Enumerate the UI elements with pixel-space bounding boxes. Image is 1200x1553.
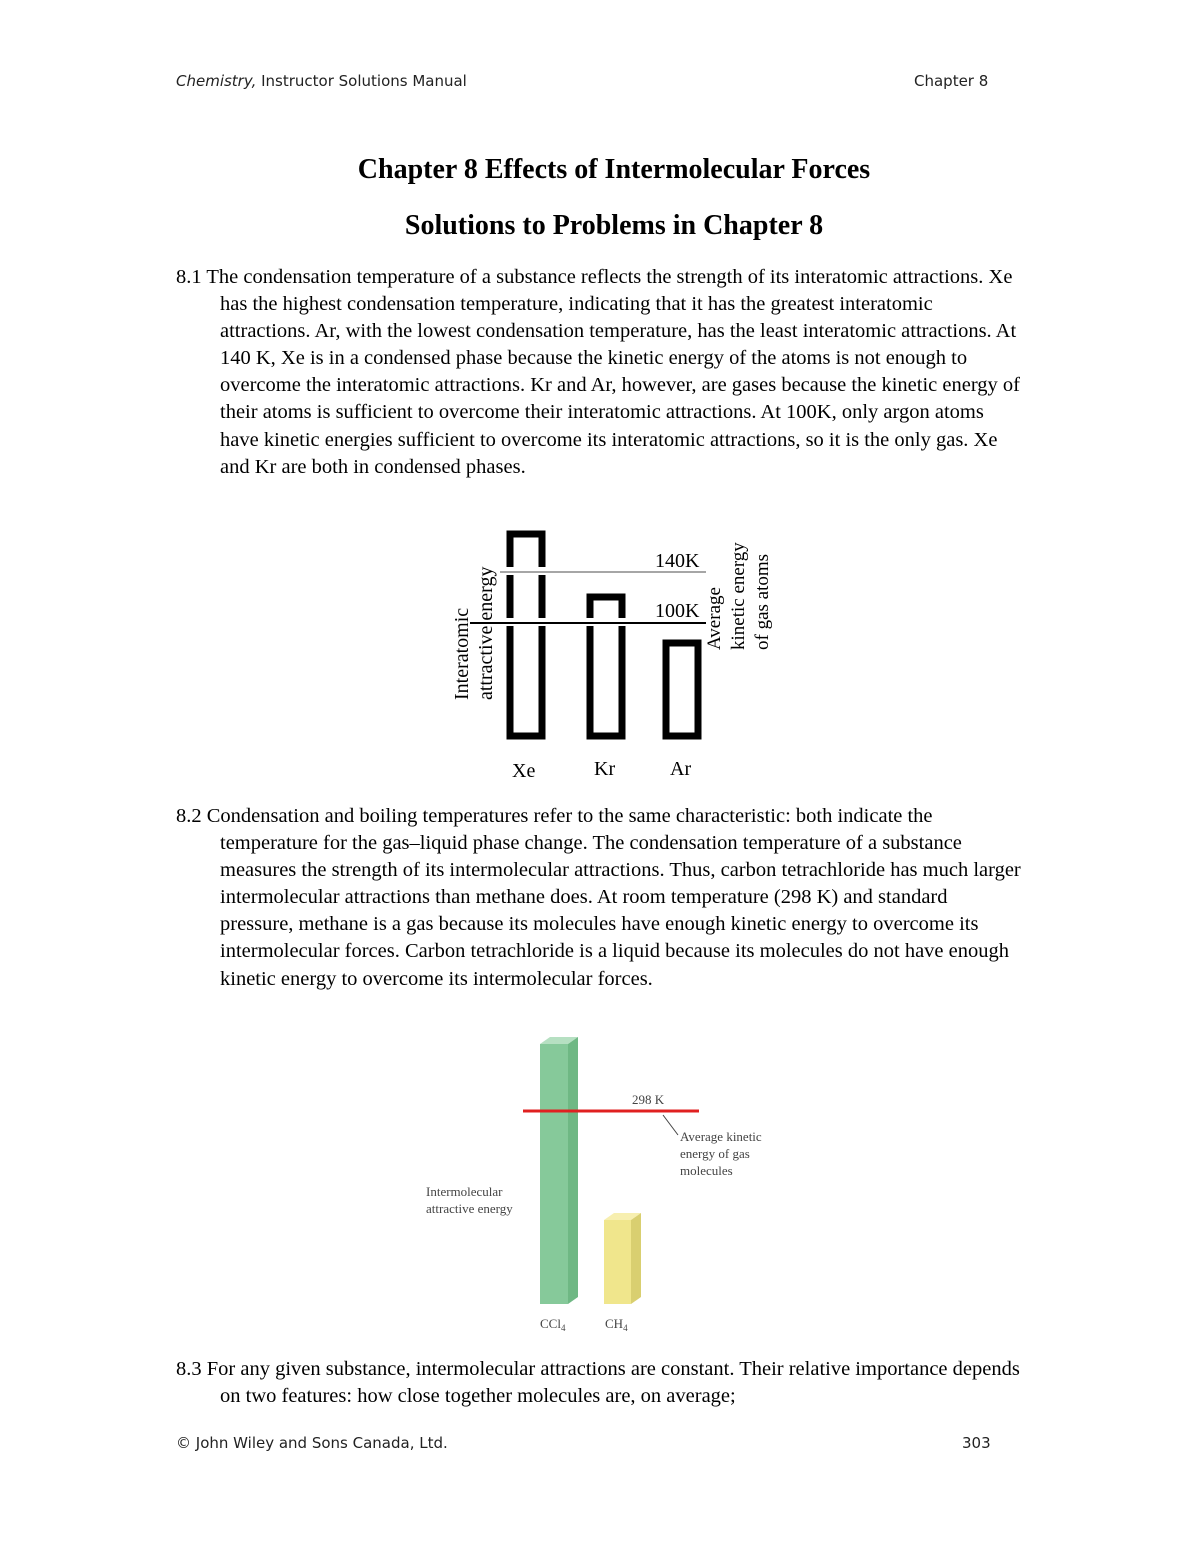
running-header-left bbox=[176, 72, 467, 90]
callout-pointer bbox=[663, 1115, 678, 1135]
bar-xe bbox=[510, 534, 542, 736]
footer-copyright: © John Wiley and Sons Canada, Ltd. bbox=[176, 1434, 448, 1452]
tick-ch4: $CH_4$ bbox=[605, 1316, 628, 1333]
bar-ch4 bbox=[604, 1220, 631, 1304]
right-label-line1: Average bbox=[704, 587, 725, 650]
right-label-line2: kinetic energy bbox=[728, 542, 749, 650]
tick-xe: Xe bbox=[512, 760, 536, 782]
y-label-line1: Interatomic bbox=[451, 607, 473, 700]
tick-ccl4: CCl$_4$ bbox=[540, 1316, 566, 1333]
y-label-line2: attractive energy bbox=[426, 1201, 513, 1216]
running-header-chapter: Chapter 8 bbox=[914, 72, 989, 90]
figure-intermolecular-energy bbox=[420, 1035, 820, 1335]
label-140k: 140K bbox=[655, 550, 700, 572]
bar-ar bbox=[666, 643, 698, 736]
label-298k: 298 K bbox=[632, 1092, 665, 1107]
callout-line1: Average kinetic bbox=[680, 1129, 762, 1144]
tick-kr: Kr bbox=[594, 758, 616, 780]
solution-8-1: 8.1 The condensation temperature of a substance reflects the strength of its interatomic attractions. Xe has the highest condensation temperature, indicating that it has the greatest interatomic attractions. Ar, with the lowest condensation temperature, has the least interatomic attractions. At 140 K, Xe is in a condensed phase because the kinetic energy of the atoms is not enough to overcome the interatomic attractions. Kr and Ar, however, are gases because the kinetic energy of their atoms is sufficient to overcome their interatomic attractions. At 100K, only argon atoms have kinetic energies sufficient to overcome its interatomic attractions, so it is the only gas. Xe and Kr are both in condensed phases. bbox=[176, 266, 1021, 478]
figure-interatomic-energy bbox=[430, 520, 830, 790]
solution-8-2: 8.2 Condensation and boiling temperatures refer to the same characteristic: both indicate the temperature for the gas–liquid phase change. The condensation temperature of a substance measures the strength of its intermolecular attractions. Thus, carbon tetrachloride has much larger intermolecular attractions than methane does. At room temperature (298 K) and standard pressure, methane is a gas because its molecules have enough kinetic energy to overcome its intermolecular forces. Carbon tetrachloride is a liquid because its molecules do not have enough kinetic energy to overcome its intermolecular forces. bbox=[176, 805, 1021, 990]
book-subtitle: Instructor Solutions Manual bbox=[256, 72, 467, 90]
solution-8-3: 8.3 For any given substance, intermolecular attractions are constant. Their relative importance depends on two features: how close together molecules are, on average; bbox=[176, 1358, 1020, 1408]
label-100k: 100K bbox=[655, 600, 700, 622]
tick-ar: Ar bbox=[670, 758, 692, 780]
y-label-line2: attractive energy bbox=[475, 566, 497, 700]
callout-line2: energy of gas bbox=[680, 1146, 750, 1161]
bar-kr bbox=[590, 597, 622, 736]
chapter-title: Chapter 8 Effects of Intermolecular Forces bbox=[357, 154, 871, 185]
callout-line3: molecules bbox=[680, 1163, 733, 1178]
right-label-line3: of gas atoms bbox=[752, 553, 773, 650]
page-number: 303 bbox=[962, 1434, 991, 1452]
book-title: Chemistry, bbox=[176, 72, 257, 90]
bar-ccl4 bbox=[540, 1044, 568, 1304]
y-label-line1: Intermolecular bbox=[426, 1184, 503, 1199]
section-title: Solutions to Problems in Chapter 8 bbox=[404, 210, 824, 241]
